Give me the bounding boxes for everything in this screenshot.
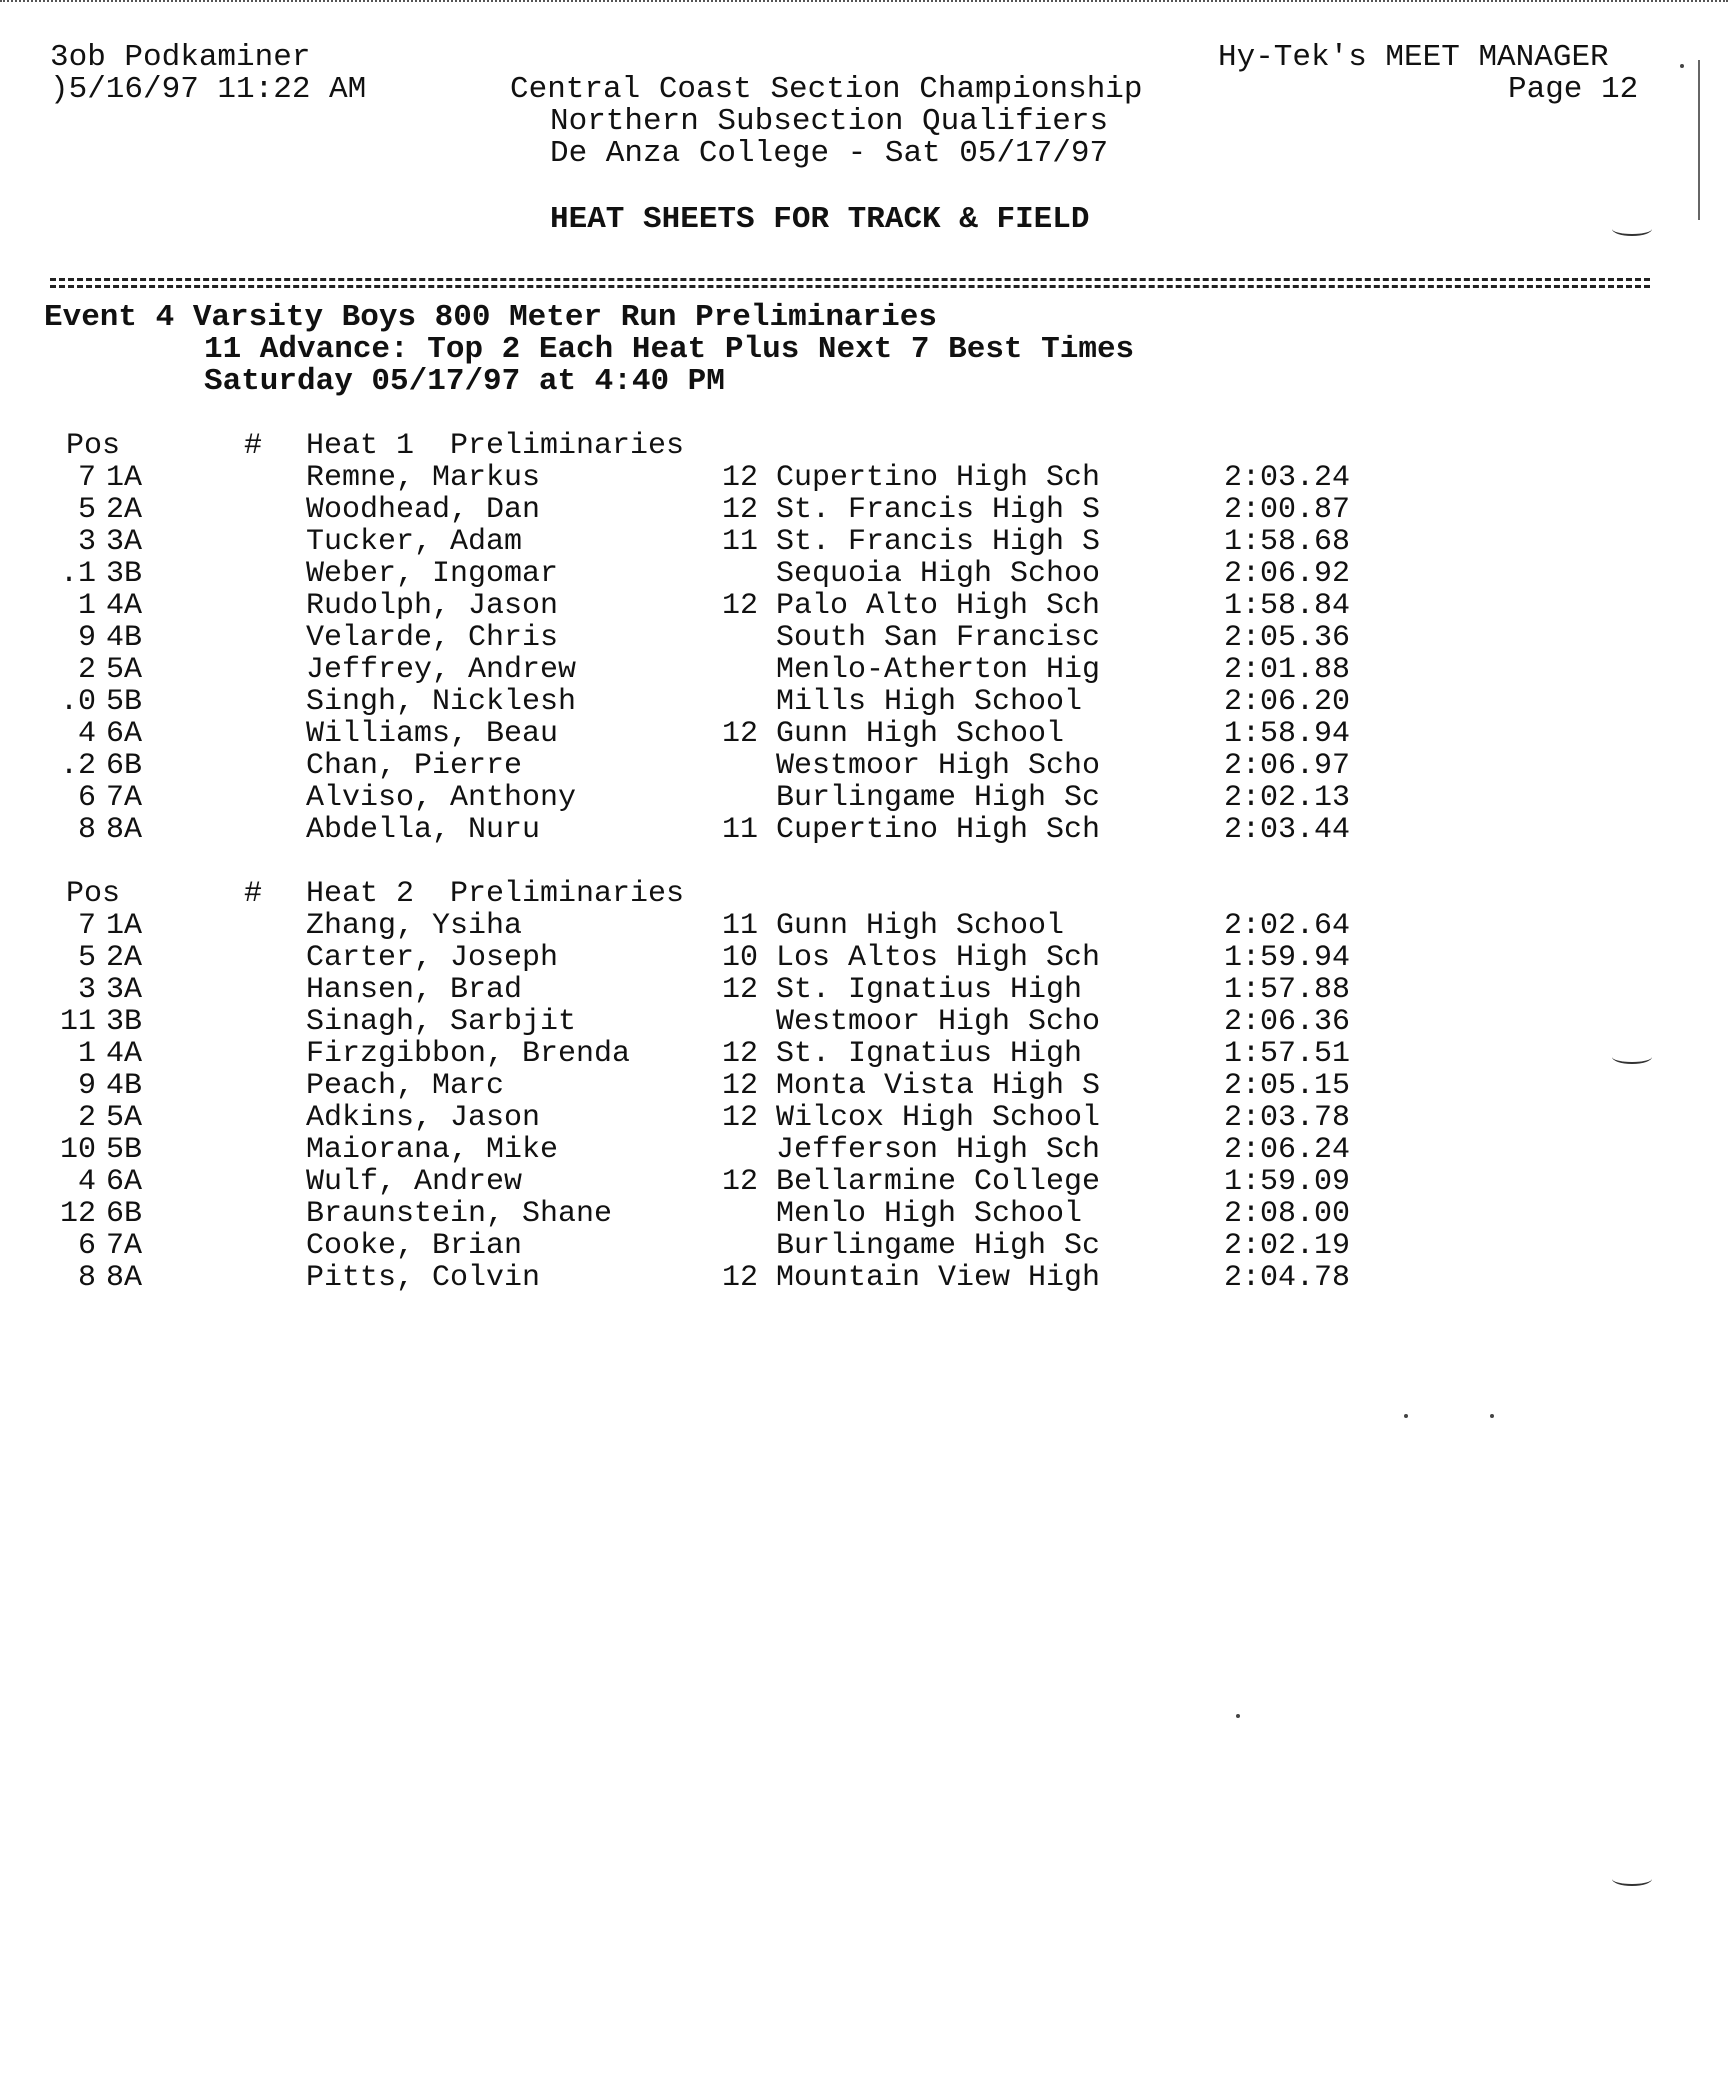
position-cell: 11 [59,1005,96,1039]
athlete-name-cell: Zhang, Ysiha [306,909,523,943]
table-row [0,814,1728,846]
seed-time-cell: 2:08.00 [1224,1197,1351,1231]
seed-time-cell: 2:01.88 [1224,653,1351,687]
seed-time-cell: 1:57.88 [1224,973,1351,1007]
lane-cell: 5A [106,653,143,687]
header-software: Hy-Tek's MEET MANAGER [1218,40,1609,75]
meet-subtitle: Northern Subsection Qualifiers [550,104,1109,139]
table-row [0,686,1728,718]
athlete-name-cell: Adkins, Jason [306,1101,541,1135]
athlete-name-cell: Braunstein, Shane [306,1197,613,1231]
lane-cell: 5B [106,685,143,719]
table-row [0,718,1728,750]
header-page-number: Page 12 [1508,72,1639,107]
table-row [0,1070,1728,1102]
position-cell: .1 [59,557,96,591]
athlete-name-cell: Williams, Beau [306,717,559,751]
seed-time-cell: 2:02.13 [1224,781,1351,815]
year-cell: 12 [721,1261,758,1295]
lane-cell: 4A [106,1037,143,1071]
lane-cell: 6A [106,717,143,751]
year-cell: 11 [721,525,758,559]
scan-mark [1612,1872,1652,1886]
lane-cell: 6B [106,749,143,783]
athlete-name-cell: Chan, Pierre [306,749,523,783]
school-cell: Menlo-Atherton Hig [776,653,1101,687]
school-cell: Monta Vista High S [776,1069,1101,1103]
school-cell: Mountain View High [776,1261,1101,1295]
position-cell: 3 [77,973,96,1007]
position-cell: 8 [77,813,96,847]
seed-time-cell: 1:57.51 [1224,1037,1351,1071]
lane-cell: 3B [106,557,143,591]
table-row [0,462,1728,494]
sheet-title: HEAT SHEETS FOR TRACK & FIELD [550,202,1090,237]
school-cell: Los Altos High Sch [776,941,1101,975]
table-row [0,1102,1728,1134]
year-cell: 12 [721,1037,758,1071]
heat-1-section [0,430,1728,846]
lane-cell: 5A [106,1101,143,1135]
school-cell: Sequoia High Schoo [776,557,1101,591]
scan-mark [1612,1050,1652,1064]
position-cell: 1 [77,589,96,623]
top-edge-dotted-line [0,0,1728,6]
school-cell: Cupertino High Sch [776,813,1101,847]
athlete-name-cell: Sinagh, Sarbjit [306,1005,577,1039]
position-cell: 5 [77,941,96,975]
heat-header-row [0,878,1728,910]
table-row [0,1038,1728,1070]
year-cell: 12 [721,973,758,1007]
athlete-name-cell: Woodhead, Dan [306,493,541,527]
position-cell: 7 [77,461,96,495]
athlete-name-cell: Velarde, Chris [306,621,559,655]
position-cell: .2 [59,749,96,783]
table-row [0,1230,1728,1262]
position-cell: 12 [59,1197,96,1231]
lane-cell: 4B [106,621,143,655]
seed-time-cell: 2:05.36 [1224,621,1351,655]
position-cell: 2 [77,1101,96,1135]
scan-speck [1680,64,1684,68]
table-row [0,1198,1728,1230]
athlete-name-cell: Wulf, Andrew [306,1165,523,1199]
lane-cell: 7A [106,1229,143,1263]
school-cell: St. Ignatius High [776,973,1083,1007]
school-cell: Bellarmine College [776,1165,1101,1199]
seed-time-cell: 1:58.68 [1224,525,1351,559]
position-cell: 5 [77,493,96,527]
position-cell: 4 [77,717,96,751]
school-cell: Palo Alto High Sch [776,589,1101,623]
school-cell: South San Francisc [776,621,1101,655]
table-row [0,558,1728,590]
athlete-name-cell: Peach, Marc [306,1069,505,1103]
school-cell: Cupertino High Sch [776,461,1101,495]
heat-title: Heat 1 Preliminaries [306,429,685,463]
pos-column-header: Pos [66,429,121,463]
lane-cell: 2A [106,493,143,527]
table-row [0,942,1728,974]
position-cell: 9 [77,621,96,655]
school-cell: St. Ignatius High [776,1037,1083,1071]
lane-cell: 3A [106,525,143,559]
lane-cell: 7A [106,781,143,815]
table-row [0,654,1728,686]
year-cell: 12 [721,1069,758,1103]
year-cell: 12 [721,493,758,527]
lane-cell: 5B [106,1133,143,1167]
section-divider [50,278,1650,288]
school-cell: Mills High School [776,685,1083,719]
table-row [0,526,1728,558]
seed-time-cell: 2:03.44 [1224,813,1351,847]
school-cell: Gunn High School [776,717,1065,751]
position-cell: 6 [77,1229,96,1263]
school-cell: St. Francis High S [776,493,1101,527]
year-cell: 11 [721,813,758,847]
athlete-name-cell: Tucker, Adam [306,525,523,559]
athlete-name-cell: Alviso, Anthony [306,781,577,815]
meet-title: Central Coast Section Championship [510,72,1143,107]
year-cell: 12 [721,589,758,623]
position-cell: 9 [77,1069,96,1103]
position-cell: .0 [59,685,96,719]
lane-cell: 6A [106,1165,143,1199]
athlete-name-cell: Rudolph, Jason [306,589,559,623]
lane-cell: 1A [106,909,143,943]
heat-title: Heat 2 Preliminaries [306,877,685,911]
lane-cell: 4B [106,1069,143,1103]
table-row [0,782,1728,814]
seed-time-cell: 1:58.84 [1224,589,1351,623]
seed-time-cell: 1:58.94 [1224,717,1351,751]
lane-cell: 6B [106,1197,143,1231]
scan-speck [1490,1414,1494,1418]
seed-time-cell: 2:06.92 [1224,557,1351,591]
position-cell: 1 [77,1037,96,1071]
table-row [0,910,1728,942]
table-row [0,494,1728,526]
lane-cell: 3B [106,1005,143,1039]
athlete-name-cell: Jeffrey, Andrew [306,653,577,687]
heat-header-row [0,430,1728,462]
seed-time-cell: 2:06.97 [1224,749,1351,783]
athlete-name-cell: Singh, Nicklesh [306,685,577,719]
lane-cell: 8A [106,1261,143,1295]
lane-cell: 8A [106,813,143,847]
seed-time-cell: 2:04.78 [1224,1261,1351,1295]
seed-time-cell: 2:02.64 [1224,909,1351,943]
seed-time-cell: 2:06.24 [1224,1133,1351,1167]
header-datetime: )5/16/97 11:22 AM [50,72,367,107]
athlete-name-cell: Cooke, Brian [306,1229,523,1263]
lane-column-header: # [244,429,263,463]
scan-speck [1236,1714,1240,1718]
seed-time-cell: 2:02.19 [1224,1229,1351,1263]
position-cell: 8 [77,1261,96,1295]
year-cell: 12 [721,461,758,495]
table-row [0,1262,1728,1294]
year-cell: 12 [721,1165,758,1199]
position-cell: 4 [77,1165,96,1199]
school-cell: Menlo High School [776,1197,1083,1231]
table-row [0,590,1728,622]
athlete-name-cell: Hansen, Brad [306,973,523,1007]
position-cell: 6 [77,781,96,815]
lane-cell: 1A [106,461,143,495]
seed-time-cell: 2:03.24 [1224,461,1351,495]
school-cell: St. Francis High S [776,525,1101,559]
athlete-name-cell: Pitts, Colvin [306,1261,541,1295]
athlete-name-cell: Carter, Joseph [306,941,559,975]
position-cell: 7 [77,909,96,943]
lane-cell: 3A [106,973,143,1007]
position-cell: 2 [77,653,96,687]
school-cell: Wilcox High School [776,1101,1101,1135]
lane-cell: 4A [106,589,143,623]
table-row [0,1134,1728,1166]
year-cell: 11 [721,909,758,943]
athlete-name-cell: Weber, Ingomar [306,557,559,591]
event-advance-rule: 11 Advance: Top 2 Each Heat Plus Next 7 Best Times [204,332,1135,367]
table-row [0,1166,1728,1198]
seed-time-cell: 2:06.36 [1224,1005,1351,1039]
event-schedule: Saturday 05/17/97 at 4:40 PM [204,364,725,399]
lane-column-header: # [244,877,263,911]
year-cell: 12 [721,1101,758,1135]
header-user: 3ob Podkaminer [50,40,311,75]
table-row [0,1006,1728,1038]
school-cell: Jefferson High Sch [776,1133,1101,1167]
year-cell: 12 [721,717,758,751]
seed-time-cell: 2:06.20 [1224,685,1351,719]
heat-2-section [0,878,1728,1294]
scan-speck [1404,1414,1408,1418]
school-cell: Westmoor High Scho [776,1005,1101,1039]
table-row [0,974,1728,1006]
table-row [0,622,1728,654]
position-cell: 3 [77,525,96,559]
school-cell: Burlingame High Sc [776,1229,1101,1263]
meet-venue: De Anza College - Sat 05/17/97 [550,136,1109,171]
seed-time-cell: 2:00.87 [1224,493,1351,527]
school-cell: Burlingame High Sc [776,781,1101,815]
seed-time-cell: 1:59.09 [1224,1165,1351,1199]
athlete-name-cell: Maiorana, Mike [306,1133,559,1167]
lane-cell: 2A [106,941,143,975]
position-cell: 10 [59,1133,96,1167]
scan-mark [1612,222,1652,236]
seed-time-cell: 1:59.94 [1224,941,1351,975]
athlete-name-cell: Abdella, Nuru [306,813,541,847]
athlete-name-cell: Firzgibbon, Brenda [306,1037,631,1071]
pos-column-header: Pos [66,877,121,911]
table-row [0,750,1728,782]
school-cell: Westmoor High Scho [776,749,1101,783]
school-cell: Gunn High School [776,909,1065,943]
seed-time-cell: 2:05.15 [1224,1069,1351,1103]
event-title: Event 4 Varsity Boys 800 Meter Run Preliminaries [44,300,937,335]
page-edge-mark [1698,60,1700,220]
athlete-name-cell: Remne, Markus [306,461,541,495]
seed-time-cell: 2:03.78 [1224,1101,1351,1135]
year-cell: 10 [721,941,758,975]
